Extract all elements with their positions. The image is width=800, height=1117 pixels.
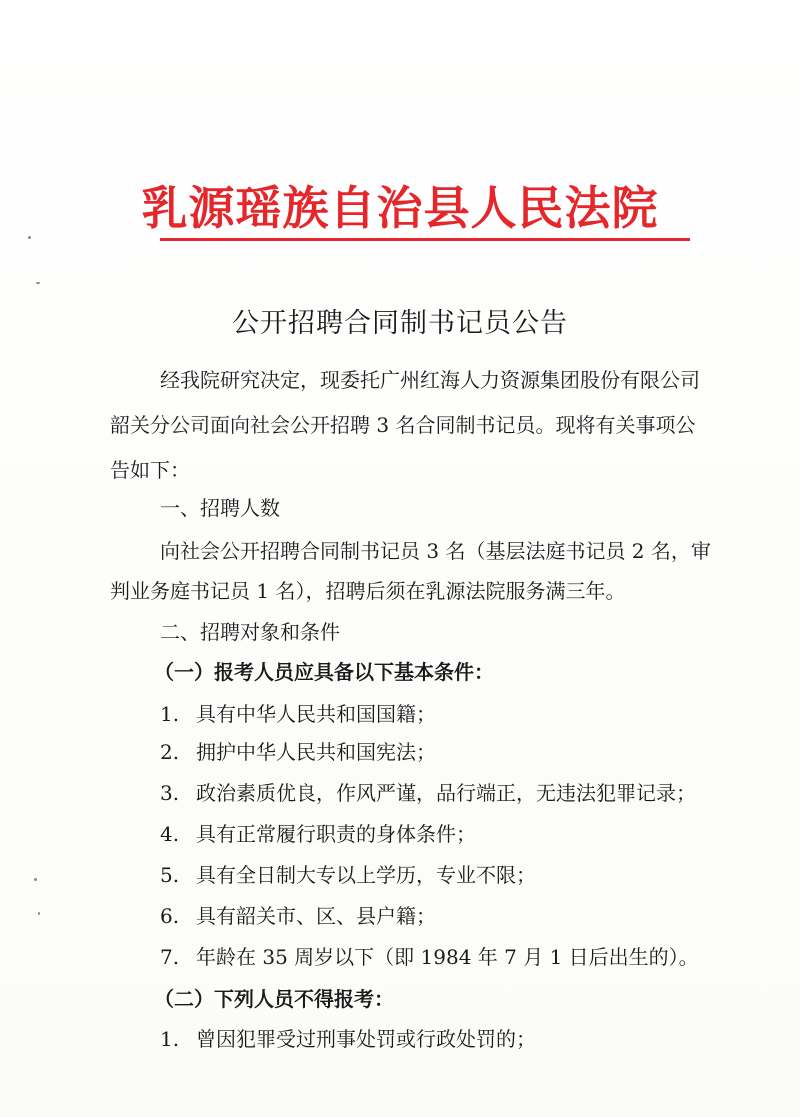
intro-line-1: 经我院研究决定，现委托广州红海人力资源集团股份有限公司 xyxy=(160,368,700,392)
condition-text: 具有韶关市、区、县户籍； xyxy=(196,904,436,928)
condition-number: 2. xyxy=(160,740,180,764)
condition-text: 拥护中华人民共和国宪法； xyxy=(196,740,436,764)
scan-speck xyxy=(36,282,40,284)
condition-item-1 xyxy=(160,699,436,729)
section1-body-2: 判业务庭书记员 1 名），招聘后须在乳源法院服务满三年。 xyxy=(110,579,626,603)
intro-line-3: 告如下： xyxy=(110,458,190,482)
section2-heading: 二、招聘对象和条件 xyxy=(160,620,340,644)
condition-text: 具有全日制大专以上学历，专业不限； xyxy=(196,863,536,887)
scan-speck xyxy=(38,912,40,915)
section2-sub2-heading: （二）下列人员不得报考： xyxy=(154,987,394,1011)
condition-text: 具有中华人民共和国国籍； xyxy=(196,702,436,726)
condition-number: 4. xyxy=(160,822,180,846)
condition-text: 年龄在 35 周岁以下（即 1984 年 7 月 1 日后出生的）。 xyxy=(196,945,699,969)
exclusion-number: 1. xyxy=(160,1027,180,1051)
section1-body-1: 向社会公开招聘合同制书记员 3 名（基层法庭书记员 2 名，审 xyxy=(160,539,711,563)
section1-heading: 一、招聘人数 xyxy=(160,496,280,520)
condition-text: 具有正常履行职责的身体条件； xyxy=(196,822,476,846)
condition-item-4 xyxy=(160,819,476,849)
exclusion-item-1 xyxy=(160,1024,536,1054)
condition-number: 3. xyxy=(160,781,180,805)
condition-item-5 xyxy=(160,860,536,890)
condition-item-6 xyxy=(160,901,436,931)
notice-title: 公开招聘合同制书记员公告 xyxy=(232,308,568,339)
condition-text: 政治素质优良，作风严谨，品行端正，无违法犯罪记录； xyxy=(196,781,696,805)
condition-item-2 xyxy=(160,737,436,767)
condition-item-7 xyxy=(160,942,699,972)
section2-sub1-heading: （一）报考人员应具备以下基本条件： xyxy=(154,660,494,684)
scan-speck xyxy=(34,878,37,881)
condition-number: 1. xyxy=(160,702,180,726)
condition-number: 7. xyxy=(160,945,180,969)
court-name-header: 乳源瑶族自治县人民法院 xyxy=(141,181,659,235)
condition-number: 6. xyxy=(160,904,180,928)
intro-line-2: 韶关分公司面向社会公开招聘 3 名合同制书记员。现将有关事项公 xyxy=(110,413,696,437)
exclusion-text: 曾因犯罪受过刑事处罚或行政处罚的； xyxy=(196,1027,536,1051)
condition-number: 5. xyxy=(160,863,180,887)
header-underline xyxy=(160,238,690,241)
condition-item-3 xyxy=(160,778,696,808)
